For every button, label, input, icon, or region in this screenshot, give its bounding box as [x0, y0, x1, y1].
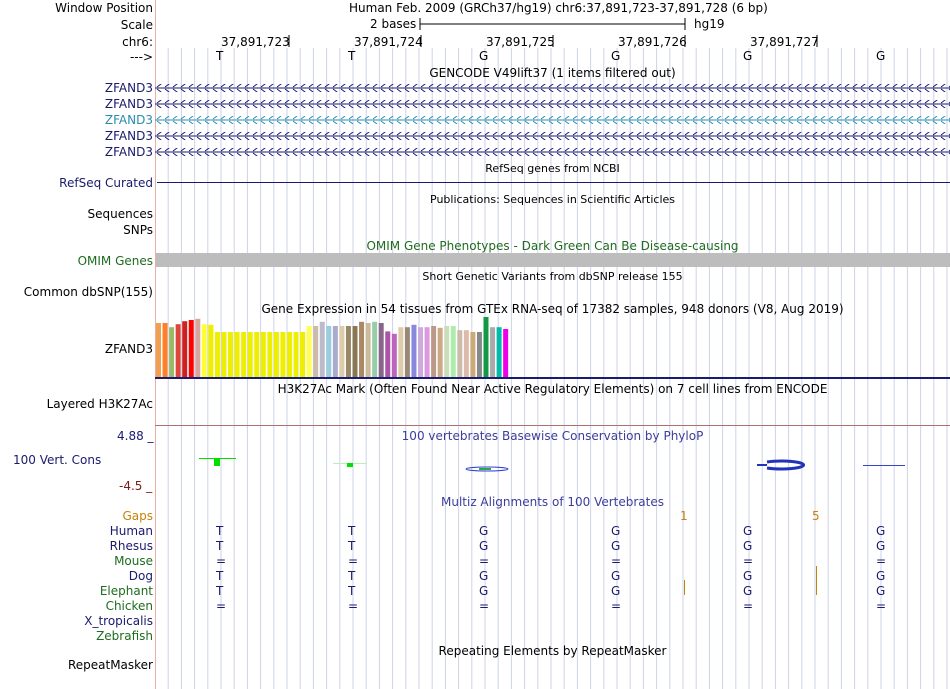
alignment-base: G: [611, 524, 621, 538]
gtex-tissue-bar: [353, 326, 358, 377]
gtex-tissue-bar: [385, 331, 390, 377]
species-label[interactable]: Rhesus: [109, 539, 153, 553]
alignment-base: T: [216, 524, 224, 538]
alignment-base: G: [743, 569, 753, 583]
dbsnp-title[interactable]: Short Genetic Variants from dbSNP release 155: [422, 270, 683, 283]
scale-bar: [419, 16, 687, 32]
phylop-conservation-plot[interactable]: [155, 450, 950, 480]
alignment-base: G: [479, 569, 489, 583]
species-label[interactable]: Human: [109, 524, 153, 538]
refseq-title[interactable]: RefSeq genes from NCBI: [485, 162, 620, 175]
gtex-tissue-bar: [241, 332, 246, 377]
position-tick-marks: [155, 34, 950, 48]
gtex-tissue-bar: [405, 327, 410, 377]
alignment-base: =: [216, 599, 227, 613]
scale-text: 2 bases: [370, 17, 417, 31]
gtex-tissue-bar: [503, 329, 508, 377]
alignment-base: T: [348, 584, 356, 598]
alignment-base: =: [479, 599, 490, 613]
sequences-label[interactable]: Sequences: [87, 207, 153, 221]
gencode-gene-label[interactable]: ZFAND3: [104, 129, 153, 143]
gtex-tissue-bar: [477, 332, 482, 377]
transcript-line-2: [155, 100, 950, 108]
gtex-tissue-bar: [156, 323, 161, 377]
gtex-tissue-bar: [294, 332, 299, 377]
gtex-tissue-bar: [398, 327, 403, 377]
base-letter: G: [876, 49, 886, 63]
gtex-tissue-bar: [346, 326, 351, 377]
phylop-ymax: 4.88 _: [117, 429, 154, 443]
gencode-gene-label[interactable]: ZFAND3: [104, 145, 153, 159]
insertion-mark: [684, 580, 685, 595]
gtex-tissue-bar: [333, 326, 338, 377]
phylop-title[interactable]: 100 vertebrates Basewise Conservation by PhyloP: [401, 429, 704, 443]
alignment-base: G: [876, 539, 886, 553]
species-label[interactable]: Zebrafish: [96, 629, 153, 643]
gtex-tissue-bar: [202, 324, 207, 377]
gtex-tissue-bar: [379, 323, 384, 377]
transcript-line-4: [155, 132, 950, 140]
strand-label: --->: [129, 50, 153, 64]
species-label[interactable]: Mouse: [114, 554, 153, 568]
alignment-base: G: [479, 584, 489, 598]
gtex-tissue-bar: [300, 332, 305, 377]
base-letter: G: [743, 49, 753, 63]
gtex-tissue-bar: [418, 327, 423, 377]
assembly-label: hg19: [694, 17, 725, 31]
alignment-base: T: [216, 569, 224, 583]
h3k27ac-label[interactable]: Layered H3K27Ac: [46, 397, 153, 411]
conservation-bar: [757, 464, 767, 466]
snps-label[interactable]: SNPs: [123, 223, 153, 237]
gtex-tissue-bar: [490, 327, 495, 377]
alignment-base: =: [216, 554, 227, 568]
phylop-ymin: -4.5 _: [119, 479, 153, 493]
gtex-tissue-bar: [189, 320, 194, 377]
gtex-tissue-bar: [366, 323, 371, 377]
alignment-base: =: [611, 599, 622, 613]
alignment-base: T: [348, 569, 356, 583]
repeatmasker-label[interactable]: RepeatMasker: [67, 658, 153, 672]
gtex-tissue-bar: [176, 324, 181, 377]
scale-label: Scale: [120, 18, 153, 32]
alignment-base: T: [216, 584, 224, 598]
gtex-tissue-bar: [274, 332, 279, 377]
gtex-tissue-bar: [182, 321, 187, 377]
position-tick: 37,891,725: [486, 35, 555, 49]
position-tick: 37,891,727: [750, 35, 819, 49]
gtex-tissue-bar: [326, 326, 331, 377]
alignment-base: G: [876, 569, 886, 583]
gtex-tissue-bar: [425, 327, 430, 377]
alignment-base: G: [876, 584, 886, 598]
gtex-tissue-bar: [313, 326, 318, 377]
alignment-base: =: [348, 599, 359, 613]
gtex-tissue-bar: [222, 332, 227, 377]
conservation-bar: [479, 468, 491, 470]
gtex-tissue-bar: [320, 322, 325, 377]
gtex-bar-chart[interactable]: [155, 317, 555, 377]
gtex-tissue-bar: [254, 332, 259, 377]
phylop-label[interactable]: 100 Vert. Cons: [13, 453, 102, 467]
gencode-gene-label[interactable]: ZFAND3: [104, 97, 153, 111]
window-position-label: Window Position: [55, 1, 153, 15]
gtex-tissue-bar: [169, 327, 174, 377]
conservation-logo-glyph: [767, 461, 804, 469]
alignment-base: =: [611, 554, 622, 568]
gtex-tissue-bar: [438, 328, 443, 377]
gtex-tissue-bar: [267, 332, 272, 377]
omim-title[interactable]: OMIM Gene Phenotypes - Dark Green Can Be Disease-causing: [366, 239, 739, 253]
gtex-tissue-bar: [359, 322, 364, 377]
publications-title[interactable]: Publications: Sequences in Scientific Articles: [430, 193, 675, 206]
gtex-tissue-bar: [228, 332, 233, 377]
window-position-text: Human Feb. 2009 (GRCh37/hg19) chr6:37,891,723-37,891,728 (6 bp): [349, 1, 768, 15]
gtex-tissue-bar: [280, 332, 285, 377]
gtex-tissue-bar: [307, 326, 312, 377]
gtex-tissue-bar: [444, 326, 449, 377]
alignment-base: G: [743, 539, 753, 553]
species-label[interactable]: Dog: [128, 569, 153, 583]
species-label[interactable]: X_tropicalis: [84, 614, 153, 628]
alignment-base: T: [348, 539, 356, 553]
gtex-tissue-bar: [484, 317, 489, 377]
alignment-base: =: [743, 599, 754, 613]
dbsnp-label[interactable]: Common dbSNP(155): [23, 285, 153, 299]
insertion-mark: [816, 566, 817, 595]
alignment-base: =: [743, 554, 754, 568]
alignment-base: =: [876, 554, 887, 568]
gap-number: 1: [680, 509, 688, 523]
gtex-tissue-bar: [235, 332, 240, 377]
species-label[interactable]: Chicken: [105, 599, 153, 613]
base-letter: G: [479, 49, 489, 63]
alignment-base: =: [479, 554, 490, 568]
gtex-tissue-bar: [464, 330, 469, 377]
base-letter: T: [348, 49, 356, 63]
h3k27ac-baseline: [155, 425, 950, 426]
gap-number: 5: [812, 509, 820, 523]
gtex-tissue-bar: [392, 334, 397, 377]
alignment-base: T: [348, 524, 356, 538]
gtex-tissue-bar: [431, 326, 436, 377]
alignment-base: G: [876, 524, 886, 538]
conservation-bar: [863, 465, 905, 466]
alignment-base: G: [611, 584, 621, 598]
transcript-line-1: [155, 84, 950, 92]
omim-label[interactable]: OMIM Genes: [77, 254, 153, 268]
multiz-title[interactable]: Multiz Alignments of 100 Vertebrates: [440, 495, 665, 509]
gtex-tissue-bar: [411, 325, 416, 377]
gencode-transcripts[interactable]: [155, 80, 950, 160]
gtex-tissue-bar: [470, 332, 475, 377]
omim-feature-bar[interactable]: [156, 253, 950, 267]
gtex-tissue-bar: [451, 326, 456, 377]
gtex-tissue-bar: [208, 325, 213, 377]
gencode-gene-label[interactable]: ZFAND3: [104, 113, 153, 127]
conservation-bar: [214, 458, 220, 466]
alignment-base: G: [743, 584, 753, 598]
gtex-baseline: [155, 377, 950, 379]
alignment-base: G: [611, 569, 621, 583]
h3k27ac-title[interactable]: H3K27Ac Mark (Often Found Near Active Regulatory Elements) on 7 cell lines from ENCODE: [277, 382, 828, 396]
conservation-bar: [347, 463, 353, 467]
alignment-base: =: [876, 599, 887, 613]
species-label[interactable]: Elephant: [99, 584, 153, 598]
gtex-tissue-bar: [248, 332, 253, 377]
alignment-base: T: [216, 539, 224, 553]
transcript-line-5: [155, 148, 950, 156]
gencode-title[interactable]: GENCODE V49lift37 (1 items filtered out): [429, 66, 676, 80]
gtex-tissue-bar: [372, 322, 377, 377]
alignment-base: G: [611, 539, 621, 553]
gtex-tissue-bar: [261, 332, 266, 377]
gtex-tissue-bar: [195, 319, 200, 377]
refseq-label[interactable]: RefSeq Curated: [59, 176, 153, 190]
repeatmasker-title[interactable]: Repeating Elements by RepeatMasker: [438, 644, 667, 658]
gtex-tissue-bar: [339, 326, 344, 377]
base-letter: T: [216, 49, 224, 63]
gtex-tissue-bar: [497, 327, 502, 377]
transcript-line-3: [155, 116, 950, 124]
alignment-base: G: [743, 524, 753, 538]
gtex-tissue-bar: [163, 323, 168, 377]
gaps-label[interactable]: Gaps: [122, 509, 153, 523]
gtex-tissue-bar: [287, 332, 292, 377]
refseq-gene-line[interactable]: [157, 182, 950, 183]
alignment-base: =: [348, 554, 359, 568]
gencode-gene-label[interactable]: ZFAND3: [104, 81, 153, 95]
base-letter: G: [611, 49, 621, 63]
position-tick: 37,891,723: [221, 35, 290, 49]
alignment-base: G: [479, 524, 489, 538]
gtex-title[interactable]: Gene Expression in 54 tissues from GTEx RNA-seq of 17382 samples, 948 donors (V8, Aug 2019): [261, 302, 844, 316]
gtex-gene-label[interactable]: ZFAND3: [104, 342, 153, 356]
alignment-base: G: [479, 539, 489, 553]
gtex-tissue-bar: [215, 332, 220, 377]
gtex-tissue-bar: [457, 330, 462, 377]
chrom-label: chr6:: [122, 35, 153, 49]
position-tick: 37,891,726: [618, 35, 687, 49]
position-tick: 37,891,724: [354, 35, 423, 49]
